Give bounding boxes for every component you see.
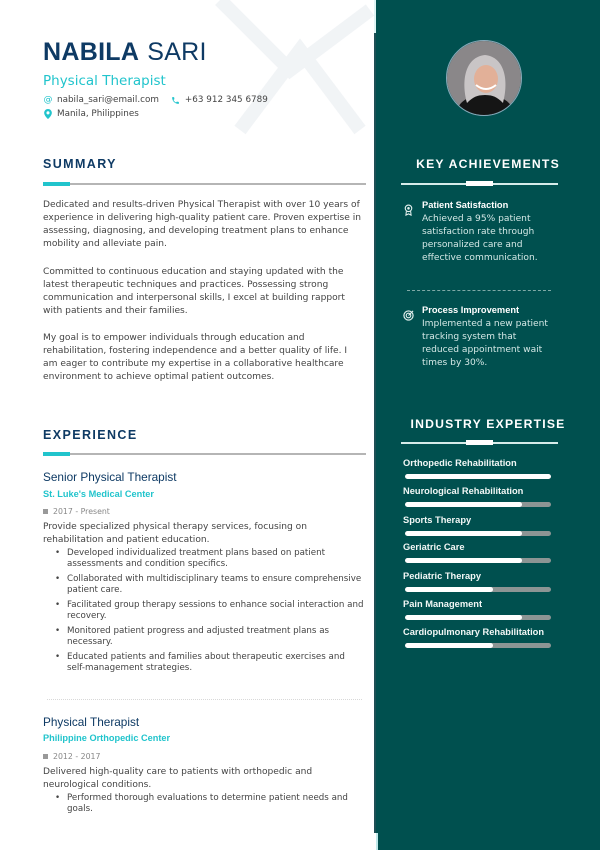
skill-label: Sports Therapy [403, 515, 472, 525]
job-description: Provide specialized physical therapy services, focusing on rehabilitation and patient education. [43, 522, 307, 545]
skill-bar-track [405, 474, 551, 479]
phone-icon [171, 96, 181, 105]
sidebar-edge-highlight-bottom [376, 833, 378, 850]
map-pin-icon [43, 109, 53, 119]
target-icon [403, 306, 414, 317]
bullet-item: • Performed thorough evaluations to determine patient needs and goals. [55, 793, 365, 815]
summary-heading: SUMMARY [43, 157, 117, 171]
skill-item [403, 458, 553, 468]
last-name: SARI [147, 38, 207, 66]
divider-accent [466, 440, 493, 445]
award-ribbon-icon [403, 201, 414, 212]
skill-bar-fill [405, 502, 522, 507]
job-title-headline: Physical Therapist [43, 73, 166, 89]
job-dates-text: 2012 - 2017 [53, 752, 101, 761]
skill-label: Pediatric Therapy [403, 571, 482, 581]
location-text: Manila, Philippines [57, 109, 139, 119]
achievement-body: Implemented a new patient tracking system that reduced appointment wait times by 30%. [422, 319, 548, 368]
skill-item [403, 571, 553, 581]
job-dates-text: 2017 - Present [53, 507, 110, 516]
skill-label: Cardiopulmonary Rehabilitation [403, 627, 545, 637]
at-icon: @ [43, 95, 53, 105]
divider-accent [43, 452, 70, 456]
experience-heading: EXPERIENCE [43, 428, 138, 442]
bullet-item: • Monitored patient progress and adjusted treatment plans as necessary. [55, 626, 365, 648]
skill-bar-track [405, 643, 551, 648]
contact-row-2 [43, 109, 139, 119]
contact-row-1 [43, 95, 268, 105]
skill-bar-track [405, 531, 551, 536]
skill-bar-fill [405, 474, 551, 479]
achievement-title: Process Improvement [422, 305, 520, 315]
background-watermark-pattern [210, 0, 376, 140]
first-name: NABILA [43, 38, 140, 66]
skill-bar-track [405, 587, 551, 592]
skill-bar-fill [405, 558, 522, 563]
summary-paragraph-1: Dedicated and results-driven Physical Therapist with over 10 years of experience in delivering high-quality patient care. Proven expertise in assessing, diagnosing, and developing treatment plans to enhance mobility and alleviate pain. [43, 200, 361, 249]
divider-accent [466, 181, 493, 186]
achievement-body: Achieved a 95% patient satisfaction rate through personalized care and effective communication. [422, 214, 538, 263]
bullet-item: • Collaborated with multidisciplinary teams to ensure comprehensive patient care. [55, 574, 365, 596]
experience-divider [43, 453, 366, 455]
candidate-name [43, 38, 207, 67]
skill-item [403, 486, 553, 496]
expertise-heading: INDUSTRY EXPERTISE [410, 417, 566, 431]
skill-label: Pain Management [403, 599, 483, 609]
bullet-item: • Developed individualized treatment plans based on patient assessments and condition specifics. [55, 548, 365, 570]
achievements-heading: KEY ACHIEVEMENTS [416, 157, 560, 171]
calendar-icon [43, 509, 48, 514]
company-name: Philippine Orthopedic Center [43, 733, 171, 743]
skill-label: Geriatric Care [403, 542, 465, 552]
job-bullets [55, 548, 365, 678]
email-text[interactable]: nabila_sari@email.com [57, 95, 159, 105]
calendar-icon [43, 754, 48, 759]
entry-separator [47, 699, 362, 700]
skill-bar-track [405, 502, 551, 507]
skill-item [403, 542, 553, 552]
skill-bar-fill [405, 531, 522, 536]
job-dates [43, 752, 100, 761]
skill-bar-track [405, 615, 551, 620]
job-dates [43, 507, 110, 516]
company-name: St. Luke's Medical Center [43, 489, 154, 499]
job-description: Delivered high-quality care to patients with orthopedic and neurological conditions. [43, 767, 313, 790]
skill-item [403, 627, 553, 637]
summary-paragraph-3: My goal is to empower individuals through education and rehabilitation, fostering independence and a better quality of life. I am eager to contribute my expertise in a collaborative healthcare environment to achieve optimal patient outcomes. [43, 333, 348, 382]
sidebar-edge-highlight [374, 0, 376, 33]
profile-photo [446, 40, 522, 116]
job-title: Senior Physical Therapist [43, 470, 177, 484]
skill-label: Orthopedic Rehabilitation [403, 458, 517, 468]
bullet-item: • Educated patients and families about therapeutic exercises and self-management strategies. [55, 652, 365, 674]
skill-item [403, 515, 553, 525]
skill-bar-track [405, 558, 551, 563]
summary-divider [43, 183, 366, 185]
phone-text[interactable]: +63 912 345 6789 [184, 95, 268, 105]
job-title: Physical Therapist [43, 715, 140, 729]
sidebar-edge-shadow [374, 33, 376, 833]
achievement-separator [407, 290, 551, 291]
expertise-divider [401, 442, 558, 444]
job-bullets [55, 793, 365, 819]
skill-bar-fill [405, 615, 522, 620]
achievement-title: Patient Satisfaction [422, 200, 509, 210]
bullet-item: • Facilitated group therapy sessions to enhance social interaction and recovery. [55, 600, 365, 622]
skill-label: Neurological Rehabilitation [403, 486, 524, 496]
skill-bar-fill [405, 643, 493, 648]
divider-accent [43, 182, 70, 186]
skill-item [403, 599, 553, 609]
achievements-divider [401, 183, 558, 185]
profile-photo-illustration [447, 41, 522, 116]
summary-paragraph-2: Committed to continuous education and staying updated with the latest therapeutic techniques and practices. Possessing strong communication and interpersonal skills, I excel at building rapport with patients and their families. [43, 267, 345, 316]
skill-bar-fill [405, 587, 493, 592]
